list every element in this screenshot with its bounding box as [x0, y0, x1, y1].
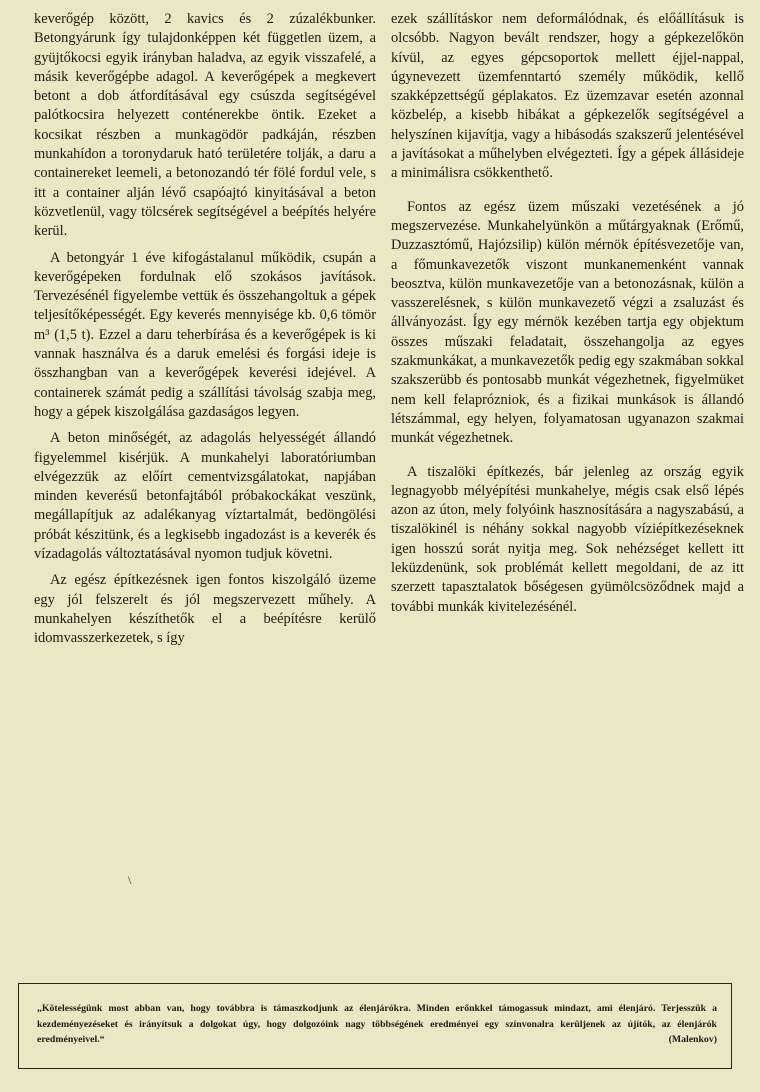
quote-text: „Kötelességünk most abban van, hogy továbbra is támaszkodjunk az élenjárókra. Minden erőnkkel támogassuk mindazt, ami élenjáró. Terjesszük a kezdeményezéseket és irányítsuk a dolgokat úgy, hogy dolgozóink nagy többségének eredményei egy színvonalra kerüljenek az újítók, az élenjárók eredményeivel.“: [37, 1003, 717, 1045]
paragraph-management: Fontos az egész üzem műszaki vezetésének a jó megszervezése. Munkahelyünkön a műtárgyaknak (Erőmű, Duzzasztómű, Hajózsilip) külön mérnök építésvezetője van, a főmunkavezetők viszont munkanemenként vannak beosztva, külön munkavezetője van a betonozásnak, külön a vasszerelésnek, s külön munkavezető végzi a zsaluzást és állványozást. Így egy mérnök kezében tartja egy objektum összes műszaki feladatait, összehangolja az egyes szakmunkákat, a munkavezetők pedig egy szakmában sokkal szakszerübb és pontosabb munkát végezhetnek, figyelmüket nem kell felaprózniok, és a fizikai munkások is állandó létszámmal, egy helyen, folyamatosan ugyanazon szakmai munkát végezhetnek.: [391, 198, 744, 447]
paragraph-quality-control: A beton minőségét, az adagolás helyességét állandó figyelemmel kisérjük. A munkahelyi laboratóriumban elvégezzük az előírt cementvizsgálatokat, napjában minden keverésű betonfajtából próbakockákat veszünk, megállapítjuk az adalékanyag víztartalmát, bedöngölési próbát készitünk, és a legkisebb ingadozást is a keverék és vízadagolás változtatásával nyomon tudjuk követni.: [34, 430, 376, 563]
right-column: [391, 10, 744, 624]
paragraph-plant-operation: A betongyár 1 éve kifogástalanul működik, csupán a keverőgépeken fordulnak elő szokásos javítások. Tervezésénél figyelembe vettük és összehangoltuk a gépek teljesítőképességét. Egy keverés mennyisége kb. 0,6 tömör m³ (1,5 t). Ezzel a daru teherbírása és a keverőgépek is ki vannak használva és a daruk emelési és forgási ideje is összhangban van a keverőgépek keverési idejével. A containerek számát pedig a szállítási távolság szabja meg, hogy a gépek kiszolgálása gazdaságos legyen.: [34, 249, 376, 420]
paragraph-workshop: Az egész építkezésnek igen fontos kiszolgáló üzeme egy jól felszerelt és jól megszervezett műhely. A munkahelyen készíthetők el a beépítésre kerülő idomvasszerkezetek, s így: [34, 572, 376, 647]
paragraph-conclusion: A tiszalöki építkezés, bár jelenleg az ország egyik legnagyobb mélyépítési munkahelye, mégis csak első lépés azon az úton, mely folyóink hasznosítására a nagyszabású, a tiszalökinél is néhány sokkal nagyobb víziépítkezéseknek igen hosszú sorát nyitja meg. Sok nehézséget kellett itt leküzdenünk, sok problémát kellett megoldani, de az itt szerzett tapasztalatok bőségesen gyümölcsöződnek majd a további munkák kivitelezésénél.: [391, 463, 744, 615]
paragraph-maintenance: ezek szállításkor nem deformálódnak, és előállításuk is olcsóbb. Nagyon bevált rendszer, hogy a gépkezelőkön kívül, az egyes gépcsoportok mellett éjjel-nappal, úgynevezett üzemfenntartó személy működik, kellő szakképzettségű géplakatos. Ez üzemzavar esetén azonnal közbelép, a kisebb hibákat a gépkezelők segítségével a helyszínen kijavítja, vagy a hibásodás szakszerű jelentésével a javításokat a műhelyben elvégezteti. Így a gépek állásideje a minimálisra csökkenthető.: [391, 11, 744, 182]
stray-mark: \: [128, 873, 132, 887]
quote-box: [18, 983, 732, 1069]
left-column: [34, 10, 376, 656]
paragraph-batching-plant: keverőgép között, 2 kavics és 2 zúzalékbunker. Betongyárunk így tulajdonképpen két független üzem, a gyüjtőkocsi egyik irányban haladva, az egyik visszafelé, a másik keverőgépbe adagol. A keverőgépek a megkevert betont a dob átfordításával egy csúszda segítségével palótkocsira helyezett conténerekbe öntik. Ezeket a kocsikat részben a munkagödör padkáján, részben munkahídon a toronydaruk ható területére tolják, a daru a containereket leemeli, a betonozandó tér fölé fordul vele, s itt a container alján lévő csapóajtó kinyitásával a beton közvetlenül, vagy tölcsérek segítségével a beépítés helyére kerül.: [34, 11, 376, 240]
quote-attribution: (Malenkov): [668, 1034, 717, 1045]
